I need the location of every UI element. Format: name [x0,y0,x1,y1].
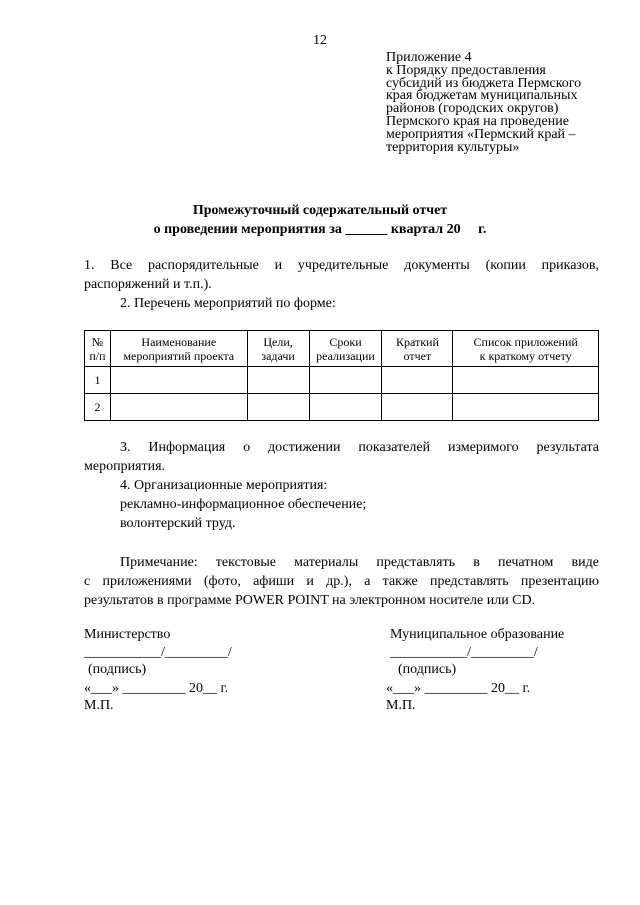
annex-line: мероприятия «Пермский край – [386,126,576,142]
table-header-row [85,331,599,367]
item-3-line-1: 3. Информация о достижении показателей измеримого результата [120,440,599,455]
note-line-1: Примечание: текстовые материалы представлять в печатном виде [120,555,599,570]
table-cell [382,367,453,394]
page-number: 12 [313,33,327,48]
table-cell [309,394,382,421]
note-line-2: с приложениями (фото, афиши и др.), а также представлять презентацию [84,574,599,589]
header-goals: Цели, задачи [247,331,309,367]
item-4-advertising: рекламно-информационное обеспечение; [120,497,367,512]
annex-line: к Порядку предоставления [386,62,546,78]
table-row [85,394,599,421]
header-brief-report: Краткий отчет [382,331,453,367]
header-number: № п/п [85,331,111,367]
header-attachments: Список приложений к краткому отчету [453,331,599,367]
annex-line: Приложение 4 [386,50,472,65]
header-event-name: Наименование мероприятий проекта [110,331,247,367]
item-4-volunteer: волонтерский труд. [120,516,236,531]
annex-line: субсидий из бюджета Пермского [386,75,582,91]
signature-left-caption: (подпись) [88,662,147,677]
table-cell [110,367,247,394]
header-terms: Сроки реализации [309,331,382,367]
table-cell [453,367,599,394]
events-table [84,330,599,421]
table-cell: 2 [85,394,111,421]
item-4: 4. Организационные мероприятия: [120,478,328,493]
report-title: Промежуточный содержательный отчет [192,203,448,218]
signature-right-line: ___________/_________/ [390,645,538,660]
table-cell [247,367,309,394]
table-cell [309,367,382,394]
table-cell [247,394,309,421]
signature-right-caption: (подпись) [398,662,457,677]
table-cell [382,394,453,421]
annex-line: Пермского края на проведение [386,113,569,129]
annex-line: районов (городских округов) [386,101,559,117]
annex-line: края бюджетам муниципальных [386,88,578,104]
annex-line: территория культуры» [386,139,520,155]
item-3-line-2: мероприятия. [84,459,166,474]
signature-right-date: «___» _________ 20__ г. [386,681,531,696]
item-1-line-1: 1. Все распорядительные и учредительные документы (копии приказов, [84,258,599,273]
table-cell: 1 [85,367,111,394]
signature-left-stamp: М.П. [84,698,114,713]
table-row [85,367,599,394]
signature-left-date: «___» _________ 20__ г. [84,681,229,696]
item-1-line-2: распоряжений и т.п.). [84,277,212,292]
table-cell [453,394,599,421]
signature-left-org: Министерство [84,627,171,642]
annex-note [386,52,616,154]
table-cell [110,394,247,421]
item-2: 2. Перечень мероприятий по форме: [120,296,336,311]
note-line-3: результатов в программе POWER POINT на электронном носителе или CD. [84,593,536,608]
report-subtitle: о проведении мероприятия за ______ квартал 20 г. [153,222,487,237]
signature-right-org: Муниципальное образование [390,627,565,642]
signature-left-line: ___________/_________/ [84,645,232,660]
signature-right-stamp: М.П. [386,698,416,713]
